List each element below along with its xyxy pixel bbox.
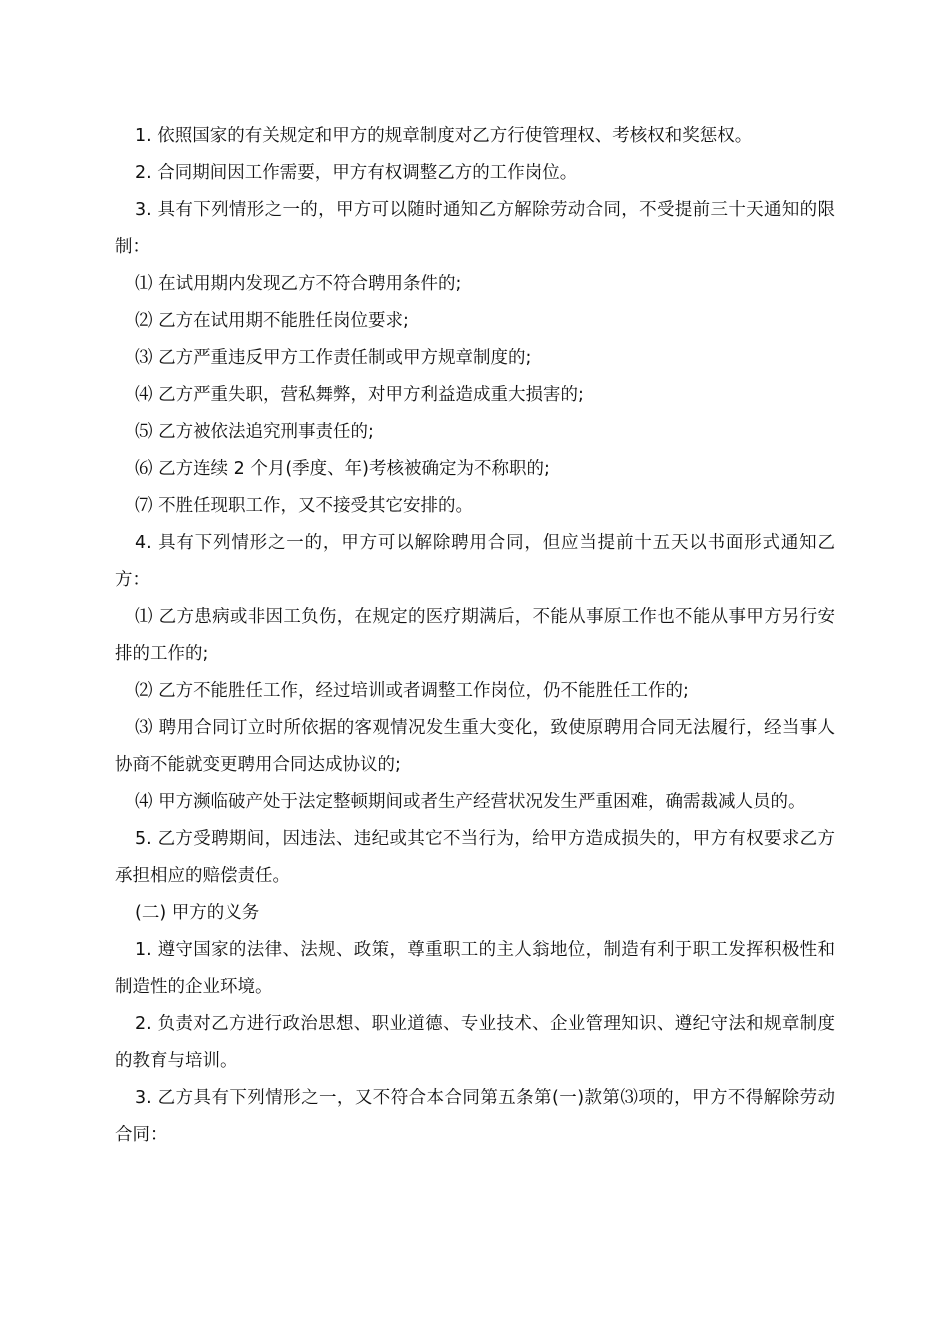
paragraph-5: ⑵ 乙方在试用期不能胜任岗位要求; — [135, 311, 409, 331]
paragraph-19: 2. 负责对乙方进行政治思想、职业道德、专业技术、企业管理知识、遵纪守法和规章制度的教育与培训。 — [115, 1014, 835, 1071]
paragraph-13: ⑵ 乙方不能胜任工作，经过培训或者调整工作岗位，仍不能胜任工作的; — [135, 681, 689, 701]
paragraph-12: ⑴ 乙方患病或非因工负伤，在规定的医疗期满后，不能从事原工作也不能从事甲方另行安排的工作的; — [115, 607, 835, 664]
paragraph-11: 4. 具有下列情形之一的，甲方可以解除聘用合同，但应当提前十五天以书面形式通知乙方： — [115, 533, 835, 590]
paragraph-7: ⑷ 乙方严重失职，营私舞弊，对甲方利益造成重大损害的; — [135, 385, 584, 405]
paragraph-3: 3. 具有下列情形之一的，甲方可以随时通知乙方解除劳动合同，不受提前三十天通知的限制： — [115, 200, 835, 257]
paragraph-9: ⑹ 乙方连续 2 个月(季度、年)考核被确定为不称职的; — [135, 459, 550, 479]
document-body — [115, 118, 835, 1154]
section-heading-party-a-obligations: (二) 甲方的义务 — [135, 903, 260, 923]
paragraph-14: ⑶ 聘用合同订立时所依据的客观情况发生重大变化，致使原聘用合同无法履行，经当事人协商不能就变更聘用合同达成协议的; — [115, 718, 835, 775]
paragraph-10: ⑺ 不胜任现职工作，又不接受其它安排的。 — [135, 496, 474, 516]
paragraph-6: ⑶ 乙方严重违反甲方工作责任制或甲方规章制度的; — [135, 348, 532, 368]
paragraph-15: ⑷ 甲方濒临破产处于法定整顿期间或者生产经营状况发生严重困难，确需裁减人员的。 — [135, 792, 806, 812]
paragraph-20: 3. 乙方具有下列情形之一，又不符合本合同第五条第(一)款第⑶项的，甲方不得解除劳动合同： — [115, 1088, 835, 1145]
paragraph-4: ⑴ 在试用期内发现乙方不符合聘用条件的; — [135, 274, 462, 294]
paragraph-2: 2. 合同期间因工作需要，甲方有权调整乙方的工作岗位。 — [135, 163, 578, 183]
paragraph-8: ⑸ 乙方被依法追究刑事责任的; — [135, 422, 374, 442]
paragraph-18: 1. 遵守国家的法律、法规、政策，尊重职工的主人翁地位，制造有利于职工发挥积极性和制造性的企业环境。 — [115, 940, 835, 997]
paragraph-16: 5. 乙方受聘期间，因违法、违纪或其它不当行为，给甲方造成损失的，甲方有权要求乙方承担相应的赔偿责任。 — [115, 829, 835, 886]
paragraph-1: 1. 依照国家的有关规定和甲方的规章制度对乙方行使管理权、考核权和奖惩权。 — [135, 126, 753, 146]
